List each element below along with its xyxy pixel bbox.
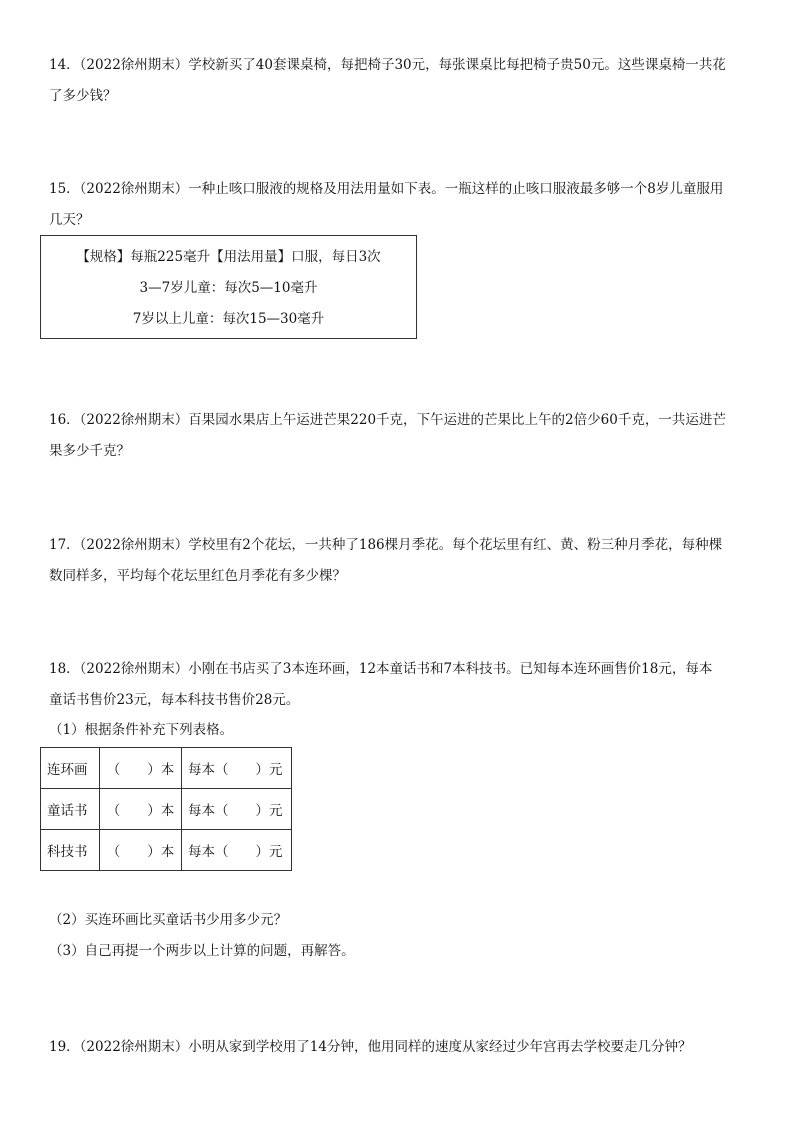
book-table: [40, 747, 292, 871]
question-18-part-3: （3）自己再提一个两步以上计算的问题，再解答。: [49, 943, 355, 959]
book-price-blank[interactable]: 每本（ ）元: [182, 789, 292, 830]
medicine-spec-box: [40, 235, 417, 339]
book-quantity-blank[interactable]: （ ）本: [100, 789, 182, 830]
question-15-line-2: 几天？: [49, 212, 90, 228]
book-price-blank[interactable]: 每本（ ）元: [182, 748, 292, 789]
question-18-part-2: （2）买连环画比买童话书少用多少元？: [49, 912, 288, 928]
question-19: [49, 1032, 749, 1063]
question-17-line-1: 17．（2022徐州期末）学校里有2个花坛，一共种了186棵月季花。每个花坛里有红、黄、粉三种月季花，每种棵: [49, 537, 723, 553]
question-18-line-2: 童话书售价23元，每本科技书售价28元。: [49, 692, 300, 708]
book-quantity-blank[interactable]: （ ）本: [100, 748, 182, 789]
question-17-line-2: 数同样多，平均每个花坛里红色月季花有多少棵？: [49, 568, 346, 584]
book-name-cell: 连环画: [41, 748, 100, 789]
question-18: [49, 654, 749, 716]
table-row: [41, 748, 292, 789]
question-14-line-2: 了多少钱？: [49, 88, 117, 104]
question-16-line-2: 果多少千克？: [49, 443, 130, 459]
book-name-cell: 科技书: [41, 830, 100, 871]
book-price-blank[interactable]: 每本（ ）元: [182, 830, 292, 871]
table-row: [41, 789, 292, 830]
spec-line-dosage: 【规格】每瓶225毫升【用法用量】口服，每日3次: [76, 249, 381, 265]
question-14: [49, 50, 749, 112]
question-19-line-1: 19．（2022徐州期末）小明从家到学校用了14分钟，他用同样的速度从家经过少年宫再去学校要走几分钟？: [49, 1039, 692, 1055]
question-18-part-1: （1）根据条件补充下列表格。: [49, 722, 234, 738]
table-row: [41, 830, 292, 871]
book-quantity-blank[interactable]: （ ）本: [100, 830, 182, 871]
question-16-line-1: 16．（2022徐州期末）百果园水果店上午运进芒果220千克，下午运进的芒果比上午的2倍少60千克，一共运进芒: [49, 412, 726, 428]
question-14-line-1: 14．（2022徐州期末）学校新买了40套课桌椅，每把椅子30元，每张课桌比每把椅子贵50元。这些课桌椅一共花: [49, 57, 726, 73]
question-17: [49, 530, 749, 592]
question-15-line-1: 15．（2022徐州期末）一种止咳口服液的规格及用法用量如下表。一瓶这样的止咳口服液最多够一个8岁儿童服用: [49, 181, 724, 197]
question-15: [49, 174, 749, 236]
question-18-line-1: 18．（2022徐州期末）小刚在书店买了3本连环画，12本童话书和7本科技书。已知每本连环画售价18元，每本: [49, 661, 713, 677]
book-name-cell: 童话书: [41, 789, 100, 830]
question-16: [49, 405, 749, 467]
spec-line-age-3-7: 3—7岁儿童：每次5—10毫升: [139, 280, 318, 296]
spec-line-age-7-plus: 7岁以上儿童：每次15—30毫升: [132, 311, 325, 327]
